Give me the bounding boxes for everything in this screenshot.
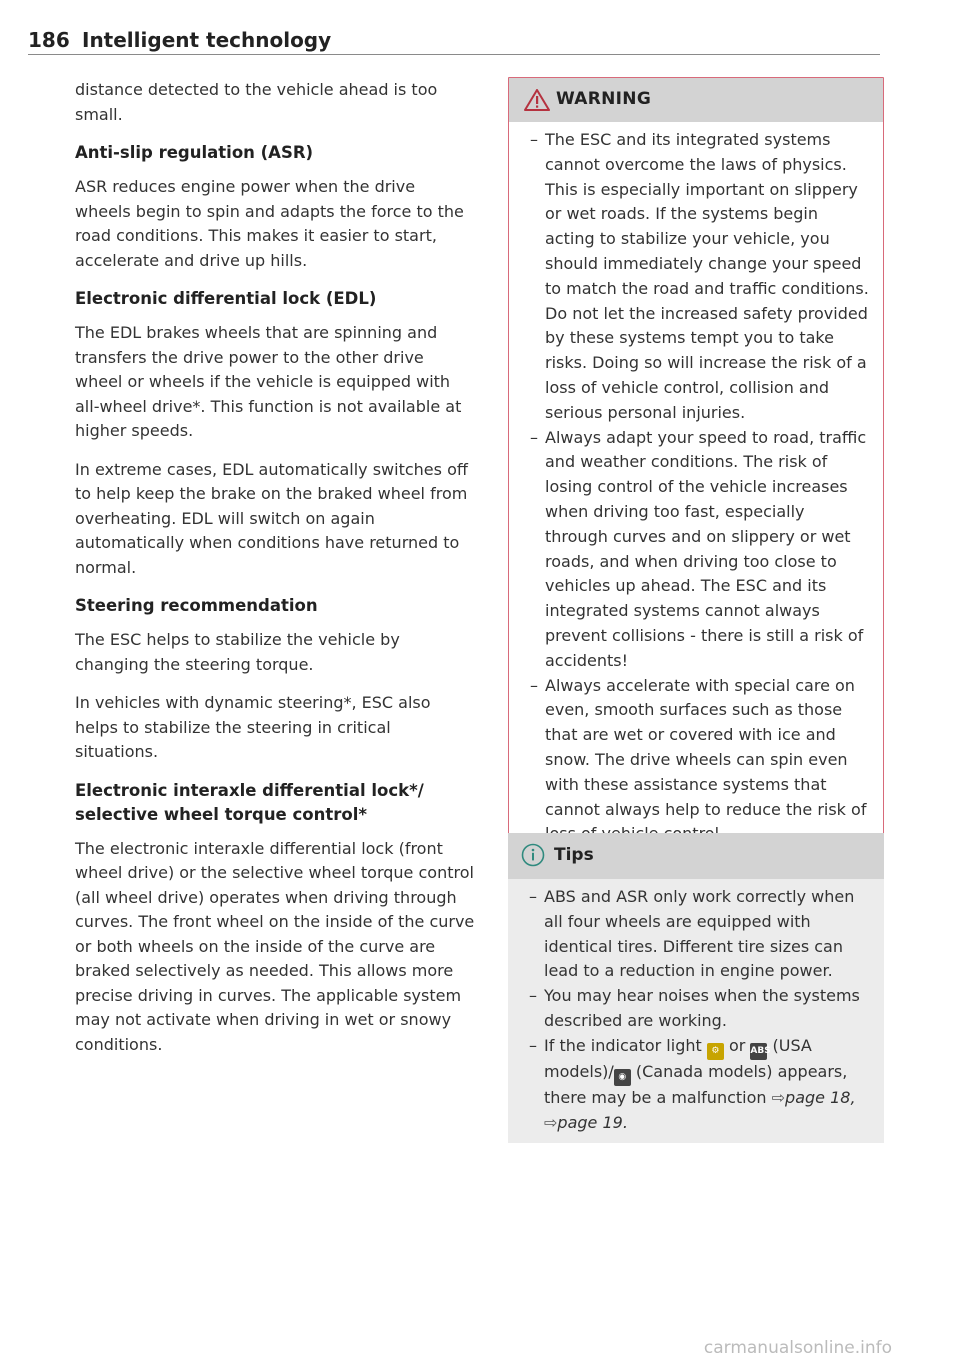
warning-box [508, 77, 884, 856]
arrow-right-icon: ⇨ [544, 1112, 558, 1132]
warning-title: WARNING [556, 89, 652, 109]
heading-steering: Steering recommendation [75, 596, 318, 615]
tip-item: – ABS and ASR only work correctly when all four wheels are equipped with identical tires. Different tire sizes can lead to a reduction in engine power. [520, 885, 872, 984]
tip-item: – You may hear noises when the systems described are working. [520, 984, 872, 1034]
page-reference-link[interactable]: ⇨page 19. [544, 1112, 628, 1132]
paragraph: The ESC helps to stabilize the vehicle by changing the steering torque. [75, 630, 400, 674]
intro-paragraph: distance detected to the vehicle ahead is too small. [75, 80, 438, 124]
tip-text: (Canada models) appears, there may be a malfunction [544, 1061, 848, 1107]
tip-item [520, 1034, 872, 1136]
section-title: Intelligent technology [82, 28, 332, 52]
heading-interaxle: Electronic interaxle differential lock*/ selective wheel torque control* [75, 780, 424, 824]
warning-item: – The ESC and its integrated systems cannot overcome the laws of physics. This is especially important on slippery or wet roads. If the systems begin acting to stabilize your vehicle, you should immediately change your speed to match the road and traffic conditions. Do not let the increased safety provided by these systems tempt you to take risks. Doing so will increase the risk of a loss of vehicle control, collision and serious personal injuries. [521, 128, 871, 426]
tip-text: (USA models)/ [544, 1035, 812, 1081]
info-circle-icon [521, 843, 545, 867]
warning-item: – Always adapt your speed to road, traffic and weather conditions. The risk of losing control of the vehicle increases when driving too fast, especially through curves and on slippery or wet roads, and when driving too close to vehicles up ahead. The ESC and its integrated systems cannot always prevent collisions - there is still a risk of accidents! [521, 426, 871, 674]
tips-box [508, 833, 884, 1143]
watermark: carmanualsonline.info [703, 1338, 892, 1358]
page-number: 186 [28, 28, 70, 52]
page-header [28, 22, 880, 56]
page-reference-link[interactable]: ⇨page 18, [771, 1087, 856, 1107]
canada-abs-indicator-icon: ◉ [614, 1069, 631, 1086]
paragraph: In vehicles with dynamic steering*, ESC also helps to stabilize the steering in critical situations. [75, 693, 431, 761]
tips-header [508, 833, 884, 879]
warning-body [509, 122, 883, 855]
left-column [75, 78, 475, 1071]
arrow-right-icon: ⇨ [771, 1087, 786, 1107]
heading-asr: Anti-slip regulation (ASR) [75, 143, 314, 162]
paragraph: ASR reduces engine power when the drive wheels begin to spin and adapts the force to the road conditions. This makes it easier to start, accelerate and drive up hills. [75, 177, 464, 270]
warning-triangle-icon [524, 89, 550, 111]
tips-title: Tips [554, 845, 594, 865]
heading-edl: Electronic differential lock (EDL) [75, 289, 377, 308]
paragraph: The electronic interaxle differential lock (front wheel drive) or the selective wheel torque control (all wheel drive) operates when driving through curves. The front wheel on the inside of the curve or both wheels on the inside of the curve are braked selectively as needed. This allows more precise driving in curves. The applicable system may not activate when driving in wet or snowy conditions. [75, 838, 475, 1054]
steering-indicator-icon: ⚙ [707, 1043, 724, 1060]
header-rule [28, 54, 880, 55]
paragraph: In extreme cases, EDL automatically switches off to help keep the brake on the braked wheel from overheating. EDL will switch on again automatically when conditions have returned to normal. [75, 459, 468, 577]
warning-header [509, 78, 883, 122]
tips-body [508, 879, 884, 1143]
warning-item: – Always accelerate with special care on even, smooth surfaces such as those that are wet or covered with ice and snow. The drive wheels can spin even with these assistance systems that cannot always help to reduce the risk of [521, 674, 871, 848]
tip-text: or [728, 1035, 746, 1055]
paragraph: The EDL brakes wheels that are spinning and transfers the drive power to the other drive wheel or wheels if the vehicle is equipped with all-wheel drive*. This function is not available at higher speeds. [75, 323, 462, 440]
tip-text: If the indicator light [544, 1035, 702, 1055]
abs-indicator-icon: ABS [750, 1043, 767, 1060]
